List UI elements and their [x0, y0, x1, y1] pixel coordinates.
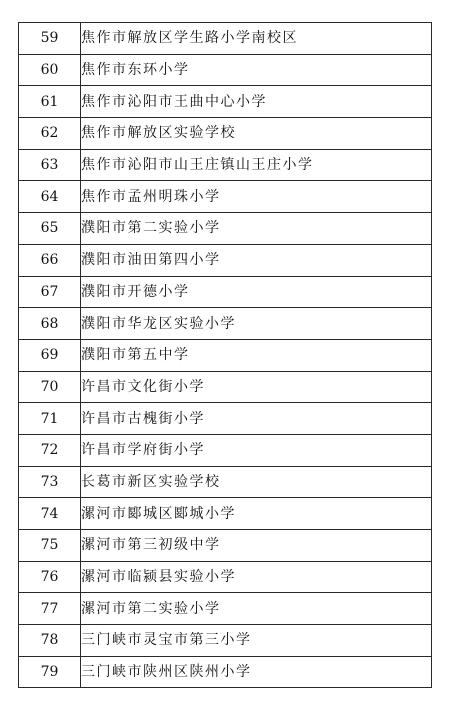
school-name-cell: 许昌市文化街小学: [81, 371, 432, 403]
table-row: [19, 86, 432, 118]
row-number-cell: 69: [19, 339, 81, 371]
table-row: [19, 656, 432, 688]
table-row: [19, 308, 432, 340]
table-row: [19, 181, 432, 213]
table-row: [19, 244, 432, 276]
school-name-cell: 漯河市临颍县实验小学: [81, 561, 432, 593]
row-number-cell: 79: [19, 656, 81, 688]
school-list-document: [18, 22, 432, 688]
school-name-cell: 三门峡市陕州区陕州小学: [81, 656, 432, 688]
table-row: [19, 625, 432, 657]
table-row: [19, 118, 432, 150]
row-number-cell: 71: [19, 403, 81, 435]
row-number-cell: 61: [19, 86, 81, 118]
school-name-cell: 濮阳市华龙区实验小学: [81, 308, 432, 340]
school-list-body: [19, 23, 432, 688]
table-row: [19, 54, 432, 86]
school-name-cell: 焦作市解放区学生路小学南校区: [81, 23, 432, 55]
school-name-cell: 濮阳市第五中学: [81, 339, 432, 371]
row-number-cell: 60: [19, 54, 81, 86]
school-name-cell: 漯河市郾城区郾城小学: [81, 498, 432, 530]
row-number-cell: 59: [19, 23, 81, 55]
row-number-cell: 76: [19, 561, 81, 593]
row-number-cell: 68: [19, 308, 81, 340]
school-list-table: [18, 22, 432, 688]
school-name-cell: 焦作市解放区实验学校: [81, 118, 432, 150]
school-name-cell: 三门峡市灵宝市第三小学: [81, 625, 432, 657]
school-name-cell: 长葛市新区实验学校: [81, 466, 432, 498]
table-row: [19, 434, 432, 466]
table-row: [19, 23, 432, 55]
school-name-cell: 濮阳市开德小学: [81, 276, 432, 308]
school-name-cell: 焦作市孟州明珠小学: [81, 181, 432, 213]
row-number-cell: 72: [19, 434, 81, 466]
school-name-cell: 焦作市沁阳市山王庄镇山王庄小学: [81, 149, 432, 181]
row-number-cell: 66: [19, 244, 81, 276]
table-row: [19, 276, 432, 308]
table-row: [19, 530, 432, 562]
row-number-cell: 62: [19, 118, 81, 150]
school-name-cell: 许昌市学府街小学: [81, 434, 432, 466]
row-number-cell: 70: [19, 371, 81, 403]
table-row: [19, 339, 432, 371]
school-name-cell: 濮阳市第二实验小学: [81, 213, 432, 245]
table-row: [19, 561, 432, 593]
school-name-cell: 濮阳市油田第四小学: [81, 244, 432, 276]
row-number-cell: 63: [19, 149, 81, 181]
row-number-cell: 75: [19, 530, 81, 562]
table-row: [19, 403, 432, 435]
table-row: [19, 371, 432, 403]
table-row: [19, 149, 432, 181]
row-number-cell: 74: [19, 498, 81, 530]
row-number-cell: 65: [19, 213, 81, 245]
row-number-cell: 73: [19, 466, 81, 498]
school-name-cell: 漯河市第二实验小学: [81, 593, 432, 625]
table-row: [19, 213, 432, 245]
table-row: [19, 466, 432, 498]
table-row: [19, 593, 432, 625]
school-name-cell: 焦作市东环小学: [81, 54, 432, 86]
row-number-cell: 64: [19, 181, 81, 213]
row-number-cell: 77: [19, 593, 81, 625]
school-name-cell: 漯河市第三初级中学: [81, 530, 432, 562]
row-number-cell: 67: [19, 276, 81, 308]
school-name-cell: 焦作市沁阳市王曲中心小学: [81, 86, 432, 118]
school-name-cell: 许昌市古槐街小学: [81, 403, 432, 435]
table-row: [19, 498, 432, 530]
row-number-cell: 78: [19, 625, 81, 657]
